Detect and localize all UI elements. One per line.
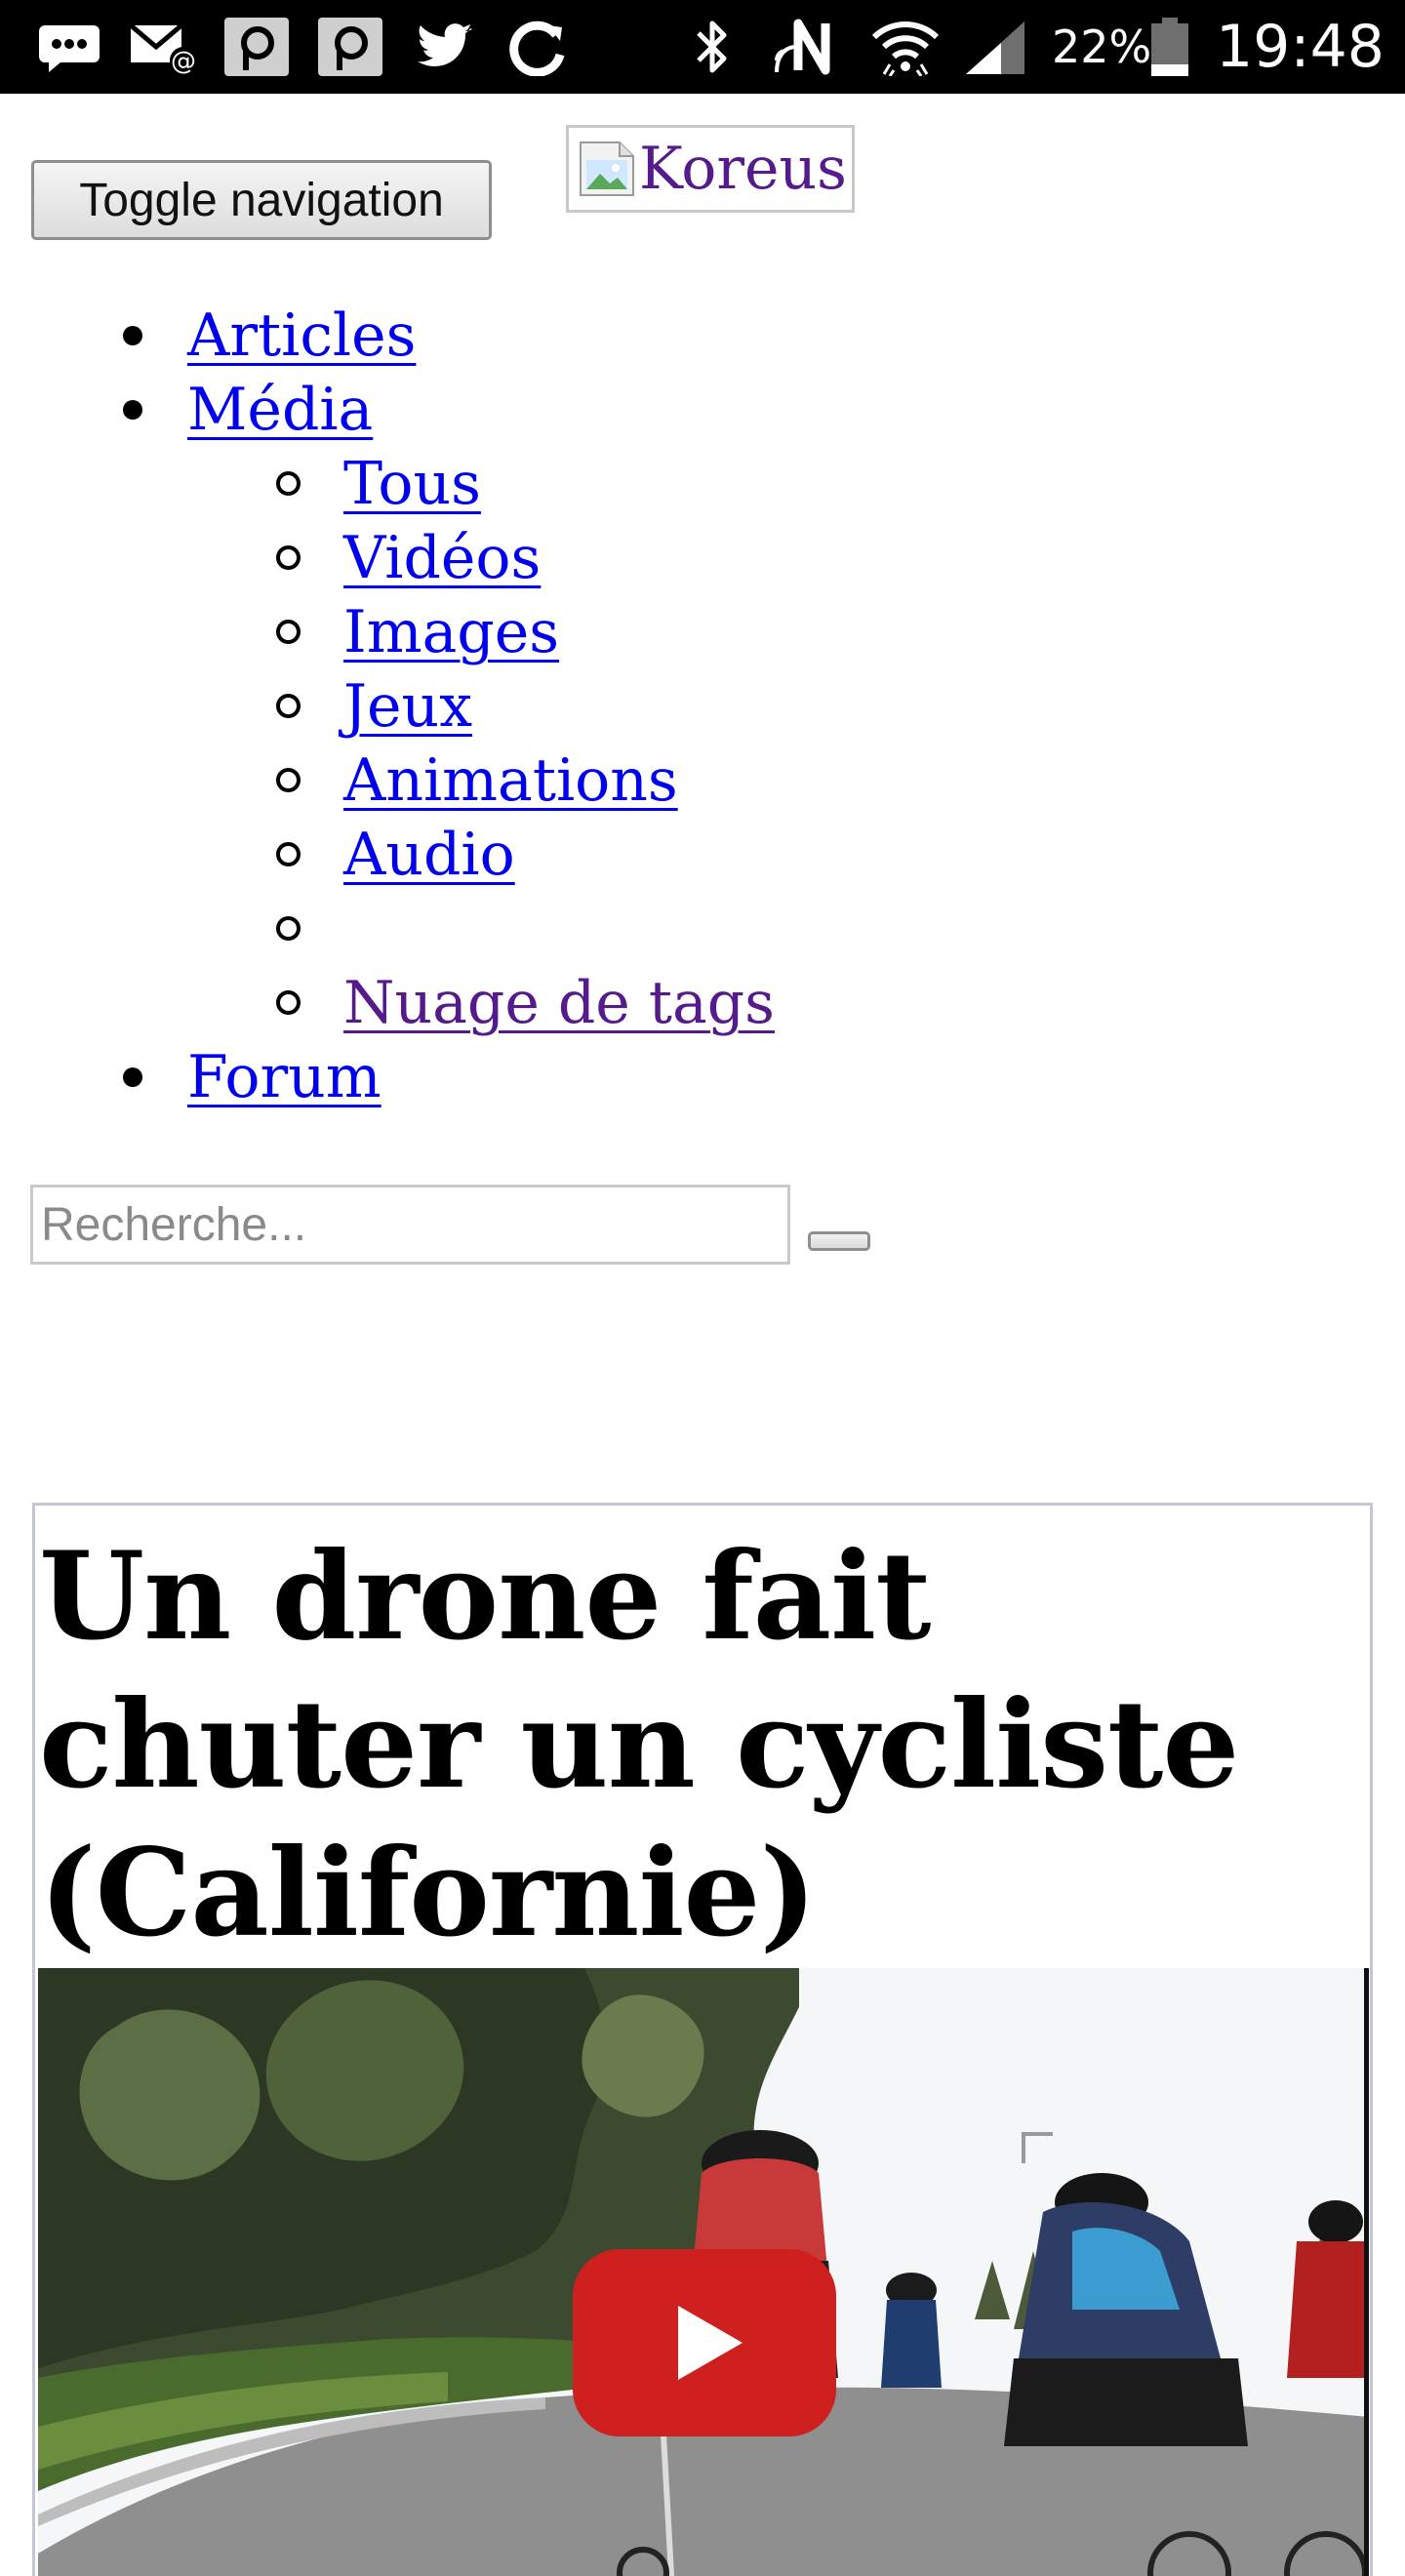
nav-link-tag-cloud[interactable]: Nuage de tags bbox=[343, 969, 775, 1037]
nav-link-videos[interactable]: Vidéos bbox=[343, 524, 542, 592]
sync-icon bbox=[505, 18, 570, 76]
search-submit-button[interactable] bbox=[808, 1231, 870, 1251]
nav-link-images[interactable]: Images bbox=[343, 598, 560, 666]
nav-link-articles[interactable]: Articles bbox=[187, 302, 417, 370]
nav-subitem-images bbox=[0, 595, 1405, 669]
bluetooth-icon bbox=[689, 18, 736, 76]
nav-subitem-animations bbox=[0, 744, 1405, 818]
nav-subitem-audio bbox=[0, 818, 1405, 892]
signal-icon bbox=[964, 18, 1028, 76]
article-title: Un drone fait chuter un cycliste (Californie) bbox=[39, 1526, 1239, 1964]
nav-link-games[interactable]: Jeux bbox=[343, 672, 473, 741]
nav-link-media[interactable]: Média bbox=[187, 376, 374, 444]
bullet-disc bbox=[123, 400, 142, 420]
app-p-icon bbox=[316, 18, 384, 76]
broken-image-icon bbox=[577, 139, 637, 199]
bullet-circle bbox=[276, 620, 301, 644]
bullet-circle bbox=[276, 916, 301, 941]
bullet-circle bbox=[276, 694, 301, 718]
nfc-icon bbox=[771, 18, 839, 76]
nav-item-articles bbox=[0, 299, 1405, 373]
article-card bbox=[32, 1503, 1373, 2576]
battery-percentage: 22% bbox=[1052, 20, 1152, 73]
nav-subitem-all bbox=[0, 447, 1405, 521]
bullet-circle bbox=[276, 990, 301, 1015]
nav-link-animations[interactable]: Animations bbox=[343, 746, 678, 815]
battery-icon bbox=[1147, 18, 1192, 76]
video-embed[interactable] bbox=[38, 1968, 1369, 2576]
wifi-icon bbox=[870, 18, 941, 76]
nav-subitem-tag-cloud bbox=[0, 966, 1405, 1040]
bullet-circle bbox=[276, 471, 301, 496]
nav-subitem-games bbox=[0, 669, 1405, 744]
bullet-circle bbox=[276, 545, 301, 570]
status-bar bbox=[0, 0, 1405, 94]
nav-link-forum[interactable]: Forum bbox=[187, 1043, 381, 1111]
email-icon bbox=[129, 18, 199, 76]
nav-link-audio[interactable]: Audio bbox=[343, 821, 515, 889]
messages-icon bbox=[37, 18, 101, 76]
nav-subitem-videos bbox=[0, 521, 1405, 595]
brand-alt-text: Koreus bbox=[639, 135, 847, 203]
bullet-circle bbox=[276, 768, 301, 792]
nav-subitem-empty bbox=[0, 892, 1405, 966]
twitter-icon bbox=[414, 18, 476, 76]
bullet-disc bbox=[123, 326, 142, 345]
app-p-icon bbox=[222, 18, 291, 76]
toggle-navigation-button[interactable]: Toggle navigation bbox=[31, 160, 492, 240]
nav-link-all[interactable]: Tous bbox=[343, 450, 481, 518]
youtube-play-icon[interactable] bbox=[573, 2249, 836, 2436]
brand-logo-link[interactable] bbox=[566, 125, 855, 213]
web-page bbox=[0, 94, 1405, 2498]
svg-text:@: @ bbox=[171, 47, 196, 76]
bullet-disc bbox=[123, 1067, 142, 1087]
nav-item-media bbox=[0, 373, 1405, 447]
search-input[interactable] bbox=[30, 1185, 790, 1265]
clock: 19:48 bbox=[1216, 13, 1385, 81]
bullet-circle bbox=[276, 842, 301, 866]
nav-item-forum bbox=[0, 1040, 1405, 1114]
